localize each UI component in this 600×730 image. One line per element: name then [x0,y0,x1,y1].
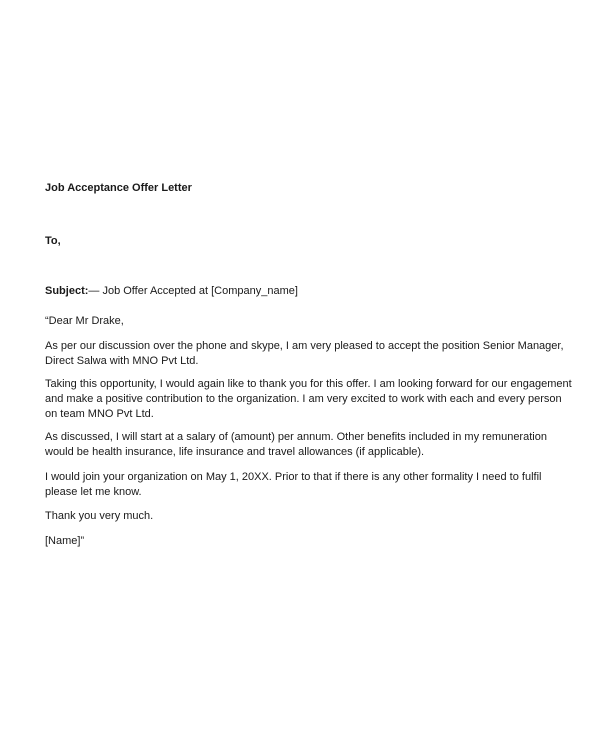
letter-title: Job Acceptance Offer Letter [45,182,192,194]
greeting: “Dear Mr Drake, [45,315,124,327]
paragraph-position-acceptance [45,339,565,369]
paragraph-line: Taking this opportunity, I would again like to thank you for this offer. I am looking forward for our engagement [45,378,572,390]
subject-text: — Job Offer Accepted at [Company_name] [88,285,298,297]
paragraph-line: Direct Salwa with MNO Pvt Ltd. [45,355,199,367]
paragraph-line: and make a positive contribution to the organization. I am very excited to work with each and every person [45,393,562,405]
closing: Thank you very much. [45,510,154,522]
paragraph-line: As discussed, I will start at a salary of (amount) per annum. Other benefits included in my remuneration [45,431,547,443]
paragraph-salary [45,430,565,460]
paragraph-line: on team MNO Pvt Ltd. [45,408,154,420]
paragraph-thanks [45,377,572,422]
paragraph-line: would be health insurance, life insurance and travel allowances (if applicable). [45,446,425,458]
paragraph-line: please let me know. [45,486,142,498]
subject-label: Subject: [45,285,89,297]
subject-line [45,284,565,299]
paragraph-joining-date [45,470,565,500]
recipient-label: To, [45,235,61,247]
paragraph-line: As per our discussion over the phone and skype, I am very pleased to accept the position Senior Manager, [45,340,564,352]
paragraph-line: I would join your organization on May 1, 20XX. Prior to that if there is any other formality I need to fulfil [45,471,542,483]
signature-placeholder: [Name]” [45,535,85,547]
